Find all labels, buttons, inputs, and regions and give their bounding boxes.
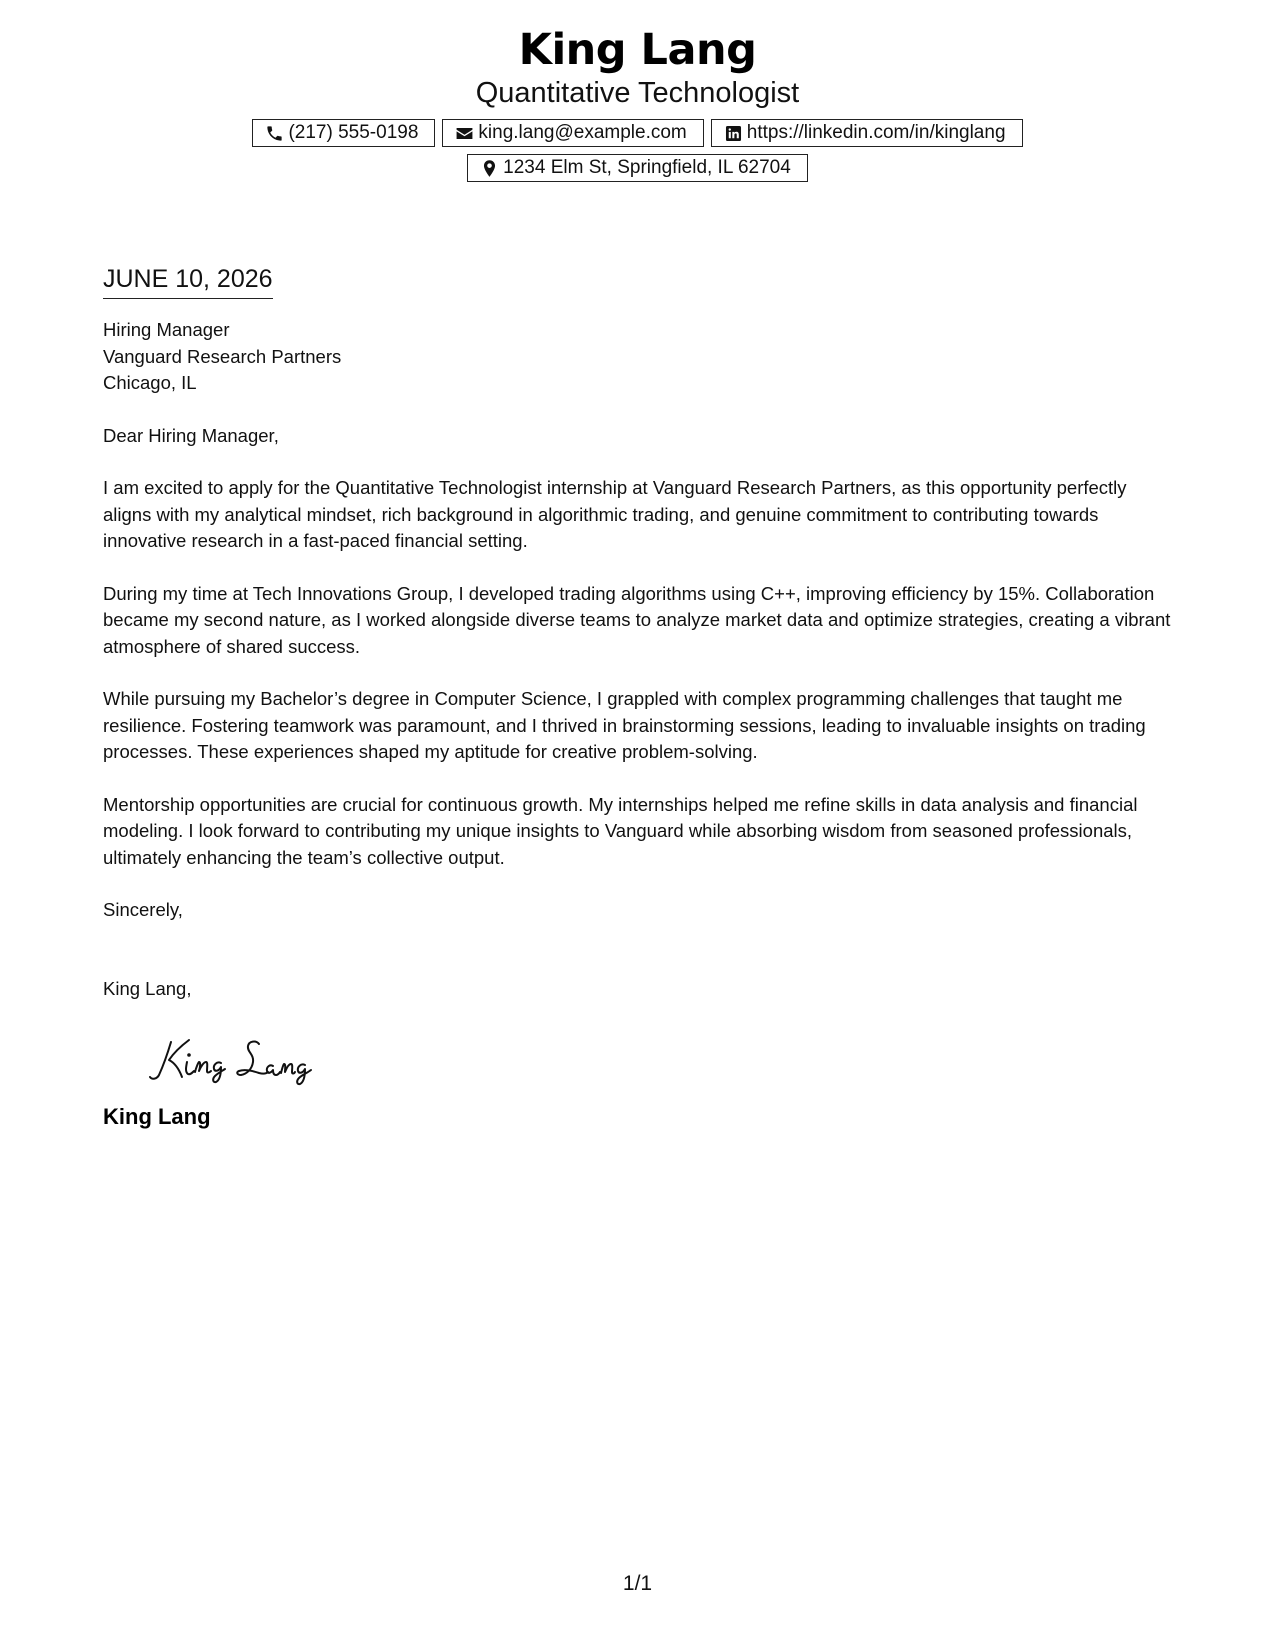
body-paragraph: Mentorship opportunities are crucial for continuous growth. My internships helped me refine skills in data analysis and financial modeling. I look forward to contributing my unique insights to Vanguard while absorbing wisdom from seasoned professionals, ultimately enhancing the team’s collective output. — [103, 793, 1138, 868]
letter-body — [103, 262, 1178, 1131]
contact-row-2 — [0, 154, 1275, 182]
body-paragraph: While pursuing my Bachelor’s degree in Computer Science, I grappled with complex programming challenges that taught me resilience. Fostering teamwork was paramount, and I thrived in brainstorming sessions, leading to invaluable insights on trading processes. These experiences shaped my aptitude for creative problem-solving. — [103, 688, 1146, 762]
recipient-line: Chicago, IL — [103, 372, 197, 393]
phone-contact[interactable] — [252, 119, 435, 147]
closing: Sincerely, — [103, 899, 183, 920]
email-text: king.lang@example.com — [478, 122, 687, 143]
page-number: 1/1 — [622, 1572, 653, 1595]
linkedin-contact[interactable] — [711, 119, 1023, 147]
letter-date: JUNE 10, 2026 — [103, 262, 273, 299]
linkedin-icon — [724, 124, 743, 143]
salutation: Dear Hiring Manager, — [103, 424, 279, 446]
address-text: 1234 Elm St, Springfield, IL 62704 — [503, 157, 791, 178]
signer-printed-name: King Lang — [103, 1104, 211, 1129]
body-paragraph: During my time at Tech Innovations Group, I developed trading algorithms using C++, improving efficiency by 15%. Collaboration became my second nature, as I worked alongside diverse teams to analyze market data and optimize strategies, creating a vibrant atmosphere of shared success. — [103, 582, 1171, 657]
map-marker-icon — [480, 159, 499, 178]
body-paragraph: I am excited to apply for the Quantitative Technologist internship at Vanguard Research Partners, as this opportunity perfectly aligns with my analytical mindset, rich background in algorithmic trading, and genuine commitment to contributing towards innovative research in a fast-paced financial setting. — [103, 477, 1127, 551]
recipient-block — [103, 317, 1178, 397]
phone-text: (217) 555-0198 — [288, 122, 419, 143]
letter-header — [0, 24, 1275, 182]
contact-row — [0, 119, 1275, 147]
linkedin-text: https://linkedin.com/in/kinglang — [746, 122, 1006, 143]
recipient-line: Vanguard Research Partners — [103, 345, 342, 367]
handwritten-signature — [149, 1030, 319, 1090]
email-contact[interactable] — [442, 119, 703, 147]
address-contact[interactable] — [467, 154, 808, 182]
envelope-icon — [455, 124, 474, 143]
applicant-name: King Lang — [518, 25, 757, 75]
recipient-line: Hiring Manager — [103, 319, 230, 340]
signer-name: King Lang, — [103, 977, 192, 999]
applicant-title: Quantitative Technologist — [475, 77, 800, 109]
phone-icon — [265, 124, 284, 143]
